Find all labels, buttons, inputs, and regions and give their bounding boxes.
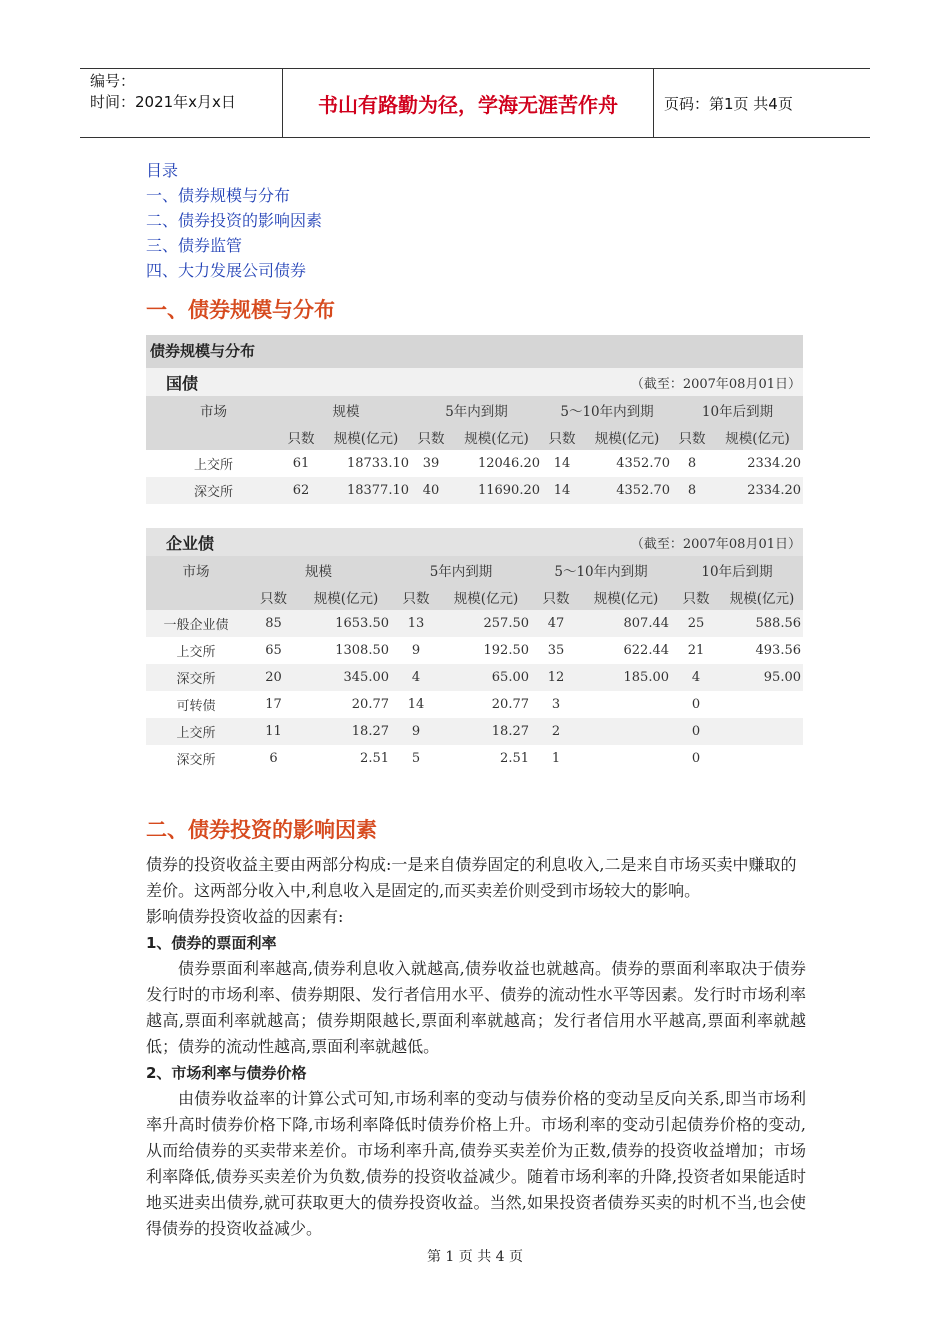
cell: 95.00 (721, 664, 803, 691)
cell: 65.00 (441, 664, 531, 691)
cell: 20 (246, 664, 301, 691)
cell: 14 (542, 477, 582, 504)
corporate-subheader (146, 528, 803, 556)
header-motto: 书山有路勤为径，学海无涯苦作舟 (282, 69, 654, 137)
table-row (146, 718, 803, 745)
cell (721, 691, 803, 718)
cell: 0 (671, 718, 721, 745)
treasury-date: （截至：2007年08月01日） (630, 376, 801, 392)
cell: 8 (687, 456, 697, 471)
col-header-scale: 规模 (281, 396, 411, 423)
cell: 493.56 (755, 643, 801, 658)
cell (581, 718, 671, 745)
treasury-table (146, 396, 803, 504)
table-header-row (146, 396, 803, 423)
cell: 4 (391, 664, 441, 691)
cell: 21 (687, 643, 705, 658)
cell: 35 (547, 643, 565, 658)
cell: 257.50 (441, 610, 531, 637)
col-subheader: 规模(亿元) (301, 583, 391, 610)
table-row (146, 477, 803, 504)
page-footer: 第 1 页 共 4 页 (426, 1249, 524, 1265)
col-subheader: 只数 (672, 423, 712, 450)
table-row (146, 745, 803, 772)
table-subheader-row (146, 583, 803, 610)
cell: 4352.70 (616, 456, 670, 471)
col-subheader: 只数 (411, 423, 451, 450)
table-row (146, 450, 803, 477)
cell: 12 (531, 664, 581, 691)
col-subheader: 规模(亿元) (582, 423, 672, 450)
treasury-bond-table-box (146, 335, 803, 504)
intro-paragraph: 债券的投资收益主要由两部分构成:一是来自债券固定的利息收入,二是来自市场买卖中赚取的差价。这两部分收入中,利息收入是固定的,而买卖差价则受到市场较大的影响。 (146, 855, 797, 900)
cell-market: 深交所 (176, 753, 216, 768)
col-subheader: 规模(亿元) (721, 583, 803, 610)
cell: 85 (246, 610, 301, 637)
col-subheader: 只数 (281, 423, 321, 450)
cell: 8 (672, 477, 712, 504)
col-header-after-10y: 10年后到期 (671, 556, 803, 583)
cell: 588.56 (721, 610, 803, 637)
cell-market: 深交所 (146, 664, 246, 691)
cell: 1308.50 (335, 643, 389, 658)
col-subheader: 规模(亿元) (712, 423, 803, 450)
cell-market: 可转债 (176, 699, 216, 714)
cell-market: 上交所 (193, 458, 233, 473)
cell: 2 (531, 718, 581, 745)
corporate-name: 企业债 (166, 533, 215, 553)
toc-item-investment-factors[interactable]: 二、债券投资的影响因素 (146, 211, 323, 230)
cell: 6 (269, 751, 278, 766)
col-subheader: 规模(亿元) (581, 583, 671, 610)
cell: 0 (691, 751, 701, 766)
section-2-title: 二、债券投资的影响因素 (146, 818, 377, 842)
cell: 62 (281, 477, 321, 504)
cell: 65 (265, 643, 282, 658)
col-subheader: 规模(亿元) (441, 583, 531, 610)
section-1-title: 一、债券规模与分布 (146, 298, 335, 322)
cell-market: 深交所 (146, 477, 281, 504)
cell-market: 一般企业债 (146, 610, 246, 637)
table-row (146, 610, 803, 637)
col-header-within-5y: 5年内到期 (411, 396, 542, 423)
treasury-name: 国债 (166, 373, 199, 393)
col-subheader: 只数 (531, 583, 581, 610)
cell: 9 (391, 718, 441, 745)
cell: 345.00 (301, 664, 391, 691)
table-header-row (146, 556, 803, 583)
cell: 20.77 (351, 697, 389, 712)
factor-2-paragraph: 由债券收益率的计算公式可知,市场利率的变动与债券价格的变动呈反向关系,即当市场利率升高时债券价格下降,市场利率降低时债券价格上升。市场利率的变动引起债券价格的变动,从而给债券的买卖带来差价。市场利率升高,债券买卖差价为正数,债券的投资收益增加；市场利率降低,债券买卖差价为负数,债券的投资收益减少。随着市场利率的升降,投资者如果能适时地买进卖出债券,就可获取更大的债券投资收益。当然,如果投资者债券买卖的时机不当,也会使得债券的投资收益减少。 (146, 1089, 806, 1238)
cell: 5 (411, 751, 421, 766)
cell (721, 745, 803, 772)
cell: 14 (553, 456, 571, 471)
cell: 2.51 (500, 751, 529, 766)
cell: 2.51 (360, 751, 389, 766)
table-of-contents (146, 158, 322, 283)
cell: 18733.10 (346, 456, 409, 471)
factor-1-paragraph: 债券票面利率越高,债券利息收入就越高,债券收益也就越高。债券的票面利率取决于债券发行时的市场利率、债券期限、发行者信用水平、债券的流动性水平等因素。发行时市场利率越高,票面利率就越高；债券期限越长,票面利率就越高；发行者信用水平越高,票面利率就越低；债券的流动性越高,票面利率就越低。 (146, 959, 806, 1056)
corporate-bond-table-box (146, 528, 803, 772)
col-header-after-10y: 10年后到期 (672, 396, 803, 423)
cell: 185.00 (581, 664, 671, 691)
cell: 4 (671, 664, 721, 691)
col-subheader: 只数 (246, 583, 301, 610)
cell (581, 691, 671, 718)
toc-item-bond-scale[interactable]: 一、债券规模与分布 (146, 186, 291, 205)
col-header-market: 市场 (146, 396, 281, 423)
cell: 18377.10 (321, 477, 411, 504)
cell: 18.27 (301, 718, 391, 745)
page-header (80, 68, 870, 138)
cell: 11690.20 (451, 477, 542, 504)
col-header-5-10y: 5～10年内到期 (531, 556, 671, 583)
cell: 13 (391, 610, 441, 637)
col-header-market: 市场 (146, 556, 246, 583)
table-subheader-row (146, 423, 803, 450)
cell: 25 (671, 610, 721, 637)
cell: 18.27 (441, 718, 531, 745)
cell: 47 (531, 610, 581, 637)
cell: 4352.70 (582, 477, 672, 504)
cell (581, 745, 671, 772)
factors-lead: 影响债券投资收益的因素有: (146, 907, 344, 926)
col-subheader: 只数 (671, 583, 721, 610)
col-subheader: 规模(亿元) (451, 423, 542, 450)
section-2-body (146, 852, 806, 1242)
cell: 61 (292, 456, 310, 471)
cell: 39 (422, 456, 440, 471)
toc-item-corporate-bonds[interactable]: 四、大力发展公司债券 (146, 261, 307, 280)
cell: 12046.20 (477, 456, 540, 471)
cell: 2334.20 (747, 456, 801, 471)
cell: 0 (691, 697, 701, 712)
col-header-scale: 规模 (246, 556, 391, 583)
cell (721, 718, 803, 745)
table-row (146, 664, 803, 691)
factor-2-heading: 2、市场利率与债券价格 (146, 1064, 307, 1082)
cell: 192.50 (483, 643, 529, 658)
cell: 807.44 (581, 610, 671, 637)
factor-1-heading: 1、债券的票面利率 (146, 934, 277, 952)
corporate-table (146, 556, 803, 772)
document-number-label: 编号： (90, 72, 136, 90)
cell: 1 (551, 751, 561, 766)
treasury-subheader (146, 368, 803, 396)
cell: 11 (246, 718, 301, 745)
toc-title[interactable]: 目录 (146, 161, 179, 180)
cell: 1653.50 (301, 610, 391, 637)
box-title: 债券规模与分布 (146, 335, 803, 368)
col-subheader: 只数 (391, 583, 441, 610)
document-time-label: 时间：2021年x月x日 (90, 93, 236, 111)
col-subheader: 规模(亿元) (321, 423, 411, 450)
header-meta (80, 69, 282, 137)
corporate-date: （截至：2007年08月01日） (630, 536, 801, 552)
cell: 9 (411, 643, 421, 658)
table-row (146, 691, 803, 718)
toc-item-bond-regulation[interactable]: 三、债券监管 (146, 236, 243, 255)
col-subheader: 只数 (542, 423, 582, 450)
cell: 622.44 (623, 643, 669, 658)
table-row (146, 637, 803, 664)
cell: 17 (265, 697, 282, 712)
cell: 2334.20 (712, 477, 803, 504)
col-header-within-5y: 5年内到期 (391, 556, 531, 583)
cell-market: 上交所 (176, 645, 216, 660)
cell-market: 上交所 (146, 718, 246, 745)
cell: 20.77 (491, 697, 529, 712)
header-page-info: 页码：第1页 共4页 (664, 94, 793, 113)
cell: 40 (411, 477, 451, 504)
cell: 14 (407, 697, 425, 712)
cell: 3 (551, 697, 561, 712)
col-header-5-10y: 5～10年内到期 (542, 396, 672, 423)
